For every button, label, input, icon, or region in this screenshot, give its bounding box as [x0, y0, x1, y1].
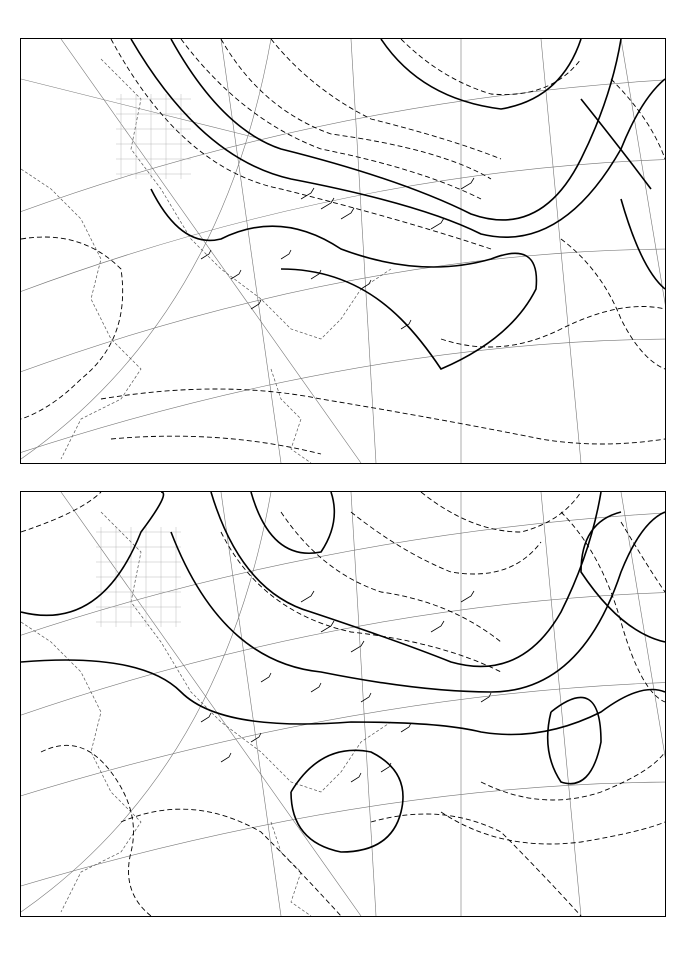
height-contours: [131, 39, 665, 369]
height-contours: [21, 492, 665, 852]
map-500hpa-canvas: [21, 492, 665, 916]
wind-barbs: [201, 178, 474, 329]
coastline: [21, 512, 391, 916]
map-300hpa: [20, 38, 666, 464]
wind-barbs: [201, 591, 491, 782]
graticule: [21, 39, 665, 463]
map-500hpa: [20, 491, 666, 917]
isotherms: [21, 39, 665, 454]
map-300hpa-canvas: [21, 39, 665, 463]
coastline: [21, 59, 391, 463]
